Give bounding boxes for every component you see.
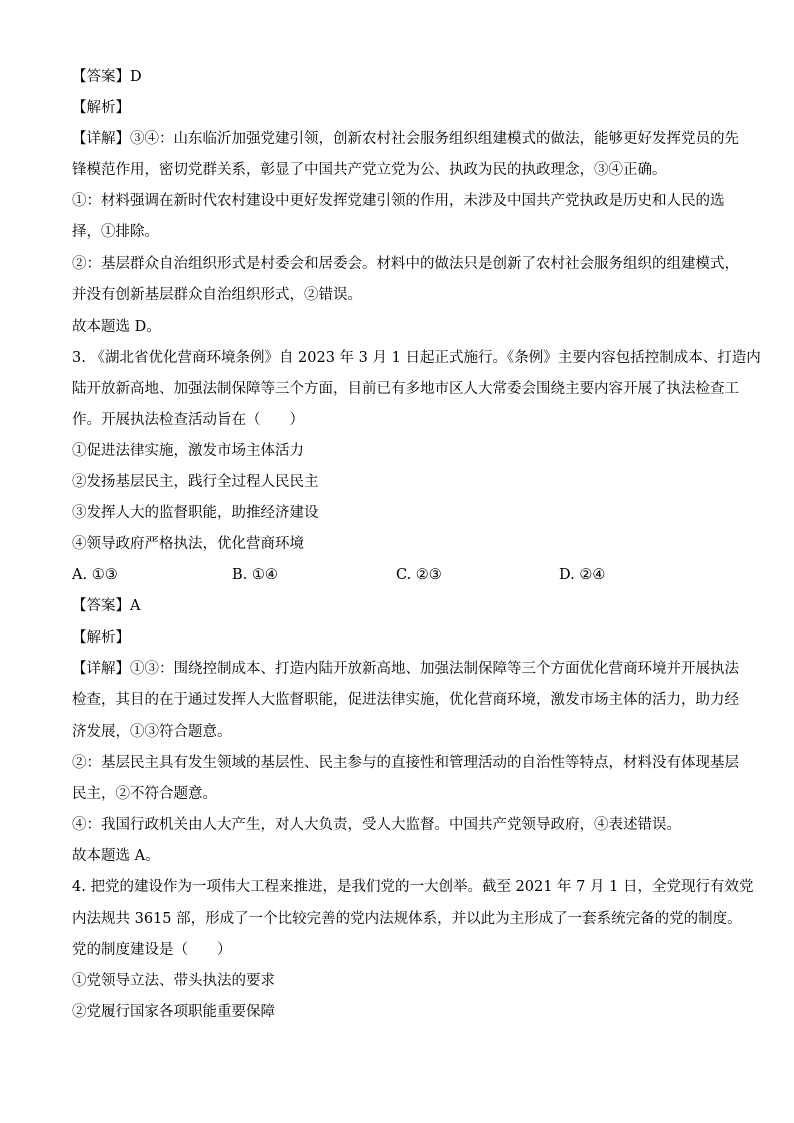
detail-text: 民主，②不符合题意。 [72,786,217,802]
detail-text: ②：基层民主具有发生领域的基层性、民主参与的直接性和管理活动的自治性等特点，材料没有体现基层 [72,755,739,771]
detail-text: 检查，其目的在于通过发挥人大监督职能，促进法律实施，优化营商环境，激发市场主体的活力，助力经 [72,692,739,708]
analysis-label: 【解析】 [72,630,130,646]
statement-item: ③发挥人大的监督职能，助推经济建设 [72,505,319,521]
detail-text: 择，①排除。 [72,224,159,240]
conclusion-text: 故本题选 A。 [72,848,160,864]
detail-text: 【详解】①③：围绕控制成本、打造内陆开放新高地、加强法制保障等三个方面优化营商环境并开展执法 [72,661,739,677]
analysis-label: 【解析】 [72,100,130,116]
statement-item: ①促进法律实施，激发市场主体活力 [72,443,304,459]
choice-a: A. ①③ [72,567,118,583]
question-4-text: 4. 把党的建设作为一项伟大工程来推进，是我们党的一大创举。截至 2021 年 7 月 1 日，全党现行有效党 [72,879,754,895]
choice-d: D. ②④ [559,567,606,583]
choice-c: C. ②③ [396,567,442,583]
detail-text: ②：基层群众自治组织形式是村委会和居委会。材料中的做法只是创新了农村社会服务组织的组建模式， [72,256,739,272]
statement-item: ①党领导立法、带头执法的要求 [72,973,275,989]
detail-text: 济发展，①③符合题意。 [72,724,232,740]
question-4-text: 内法规共 3615 部，形成了一个比较完善的党内法规体系，并以此为主形成了一套系统完备的党的制度。 [72,911,742,927]
statement-item: ②发扬基层民主，践行全过程人民民主 [72,474,319,490]
question-3-text: 作。开展执法检查活动旨在（ ） [72,412,304,428]
detail-text: ①：材料强调在新时代农村建设中更好发挥党建引领的作用，未涉及中国共产党执政是历史和人民的选 [72,193,725,209]
conclusion-text: 故本题选 D。 [72,319,161,335]
detail-text: ④：我国行政机关由人大产生，对人大负责，受人大监督。中国共产党领导政府，④表述错误。 [72,817,681,833]
choice-b: B. ①④ [232,567,278,583]
question-4-text: 党的制度建设是（ ） [72,942,232,958]
answer-label: 【答案】D [72,69,142,85]
detail-text: 并没有创新基层群众自治组织形式，②错误。 [72,287,362,303]
question-3-text: 3. 《湖北省优化营商环境条例》自 2023 年 3 月 1 日起正式施行。《条例》主要内容包括控制成本、打造内 [72,350,761,366]
statement-item: ②党履行国家各项职能重要保障 [72,1004,275,1020]
detail-text: 【详解】③④：山东临沂加强党建引领，创新农村社会服务组织组建模式的做法，能够更好发挥党员的先 [72,131,739,147]
detail-text: 锋模范作用，密切党群关系，彰显了中国共产党立党为公、执政为民的执政理念，③④正确。 [72,162,667,178]
answer-label: 【答案】A [72,598,141,614]
question-3-text: 陆开放新高地、加强法制保障等三个方面，目前已有多地市区人大常委会围绕主要内容开展了执法检查工 [72,381,739,397]
statement-item: ④领导政府严格执法，优化营商环境 [72,536,304,552]
